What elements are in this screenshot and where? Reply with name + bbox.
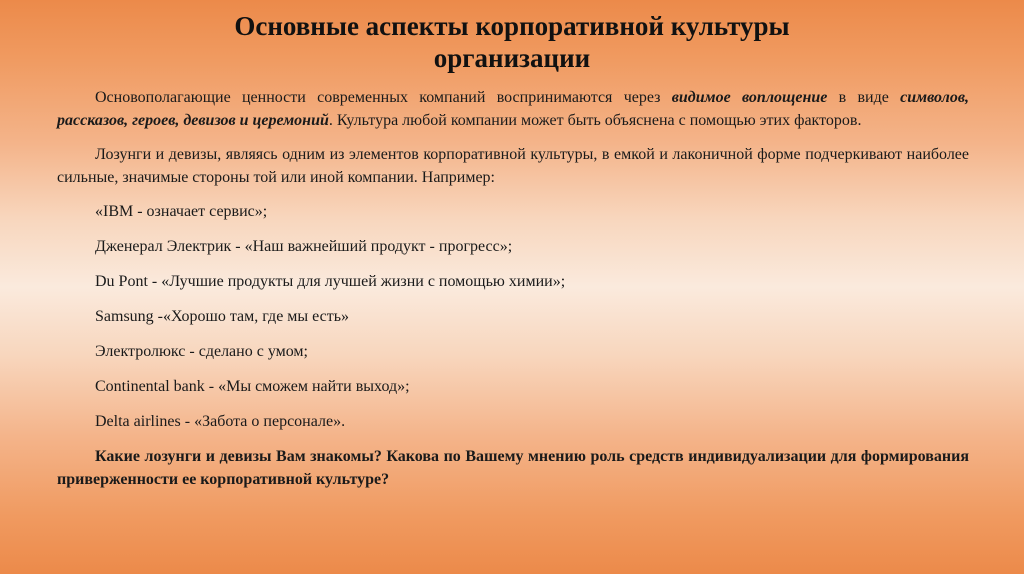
slide-title: [0, 10, 1024, 74]
slide-content: [57, 86, 969, 491]
slide-title-line-1: Основные аспекты корпоративной культуры: [234, 11, 790, 41]
slogan-item: Samsung -«Хорошо там, где мы есть»: [95, 308, 350, 325]
intro-text-3: . Культура любой компании может быть объяснена с помощью этих факторов.: [328, 112, 862, 129]
slogan-item: Дженерал Электрик - «Наш важнейший продукт - прогресс»;: [95, 238, 513, 255]
slogan-item: Continental bank - «Мы сможем найти выход»;: [95, 378, 410, 395]
slogan-item: «IBM - означает сервис»;: [95, 203, 268, 220]
intro-emphasis-1: видимое воплощение: [671, 89, 828, 106]
discussion-question: Какие лозунги и девизы Вам знакомы? Какова по Вашему мнению роль средств индивидуализации для формирования приверженности ее корпоративной культуре?: [57, 448, 969, 488]
slogans-paragraph: Лозунги и девизы, являясь одним из элементов корпоративной культуры, в емкой и лаконичной форме подчеркивают наиболее сильные, значимые стороны той или иной компании. Например:: [57, 146, 969, 186]
slogan-item: Delta airlines - «Забота о персонале».: [95, 413, 346, 430]
intro-emphasis-2: символов, рассказов, героев, девизов и церемоний: [57, 89, 969, 129]
slide-title-line-2: организации: [433, 43, 591, 73]
intro-text-1: Основополагающие ценности современных компаний воспринимаются через: [95, 89, 672, 106]
slogan-item: Электролюкс - сделано с умом;: [95, 343, 308, 360]
intro-paragraph: [57, 86, 969, 132]
intro-text-2: в виде: [827, 89, 901, 106]
slogan-item: Du Pont - «Лучшие продукты для лучшей жизни с помощью химии»;: [95, 273, 566, 290]
